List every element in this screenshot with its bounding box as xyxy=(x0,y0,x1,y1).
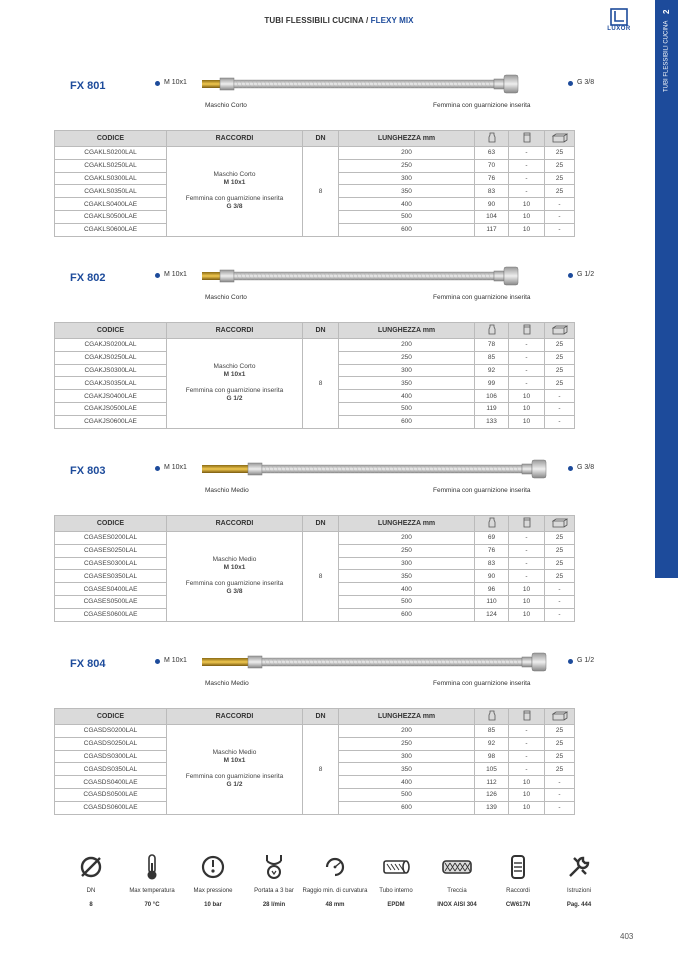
cell-lunghezza: 200 xyxy=(339,339,475,352)
cell-lunghezza: 350 xyxy=(339,185,475,198)
cell-qty-box: - xyxy=(545,402,575,415)
cell-qty-bag: - xyxy=(509,544,545,557)
feature-value: 28 l/min xyxy=(262,902,286,908)
packaging-single-icon xyxy=(475,323,509,339)
col-header-dn: DN xyxy=(303,709,339,725)
feature-item xyxy=(361,852,431,908)
cell-lunghezza: 400 xyxy=(339,198,475,211)
cell-qty-box: 25 xyxy=(545,147,575,160)
cell-qty-single: 124 xyxy=(475,608,509,621)
bullet-icon xyxy=(568,81,573,86)
table-row xyxy=(55,532,575,545)
cell-qty-box: - xyxy=(545,801,575,814)
cell-qty-single: 78 xyxy=(475,339,509,352)
cell-lunghezza: 350 xyxy=(339,570,475,583)
feature-value: Pag. 444 xyxy=(566,902,592,908)
col-header-codice: CODICE xyxy=(55,709,167,725)
cell-qty-bag: - xyxy=(509,570,545,583)
packaging-bag-icon xyxy=(509,709,545,725)
cell-qty-box: - xyxy=(545,788,575,801)
cell-codice: CGASES0250LAL xyxy=(55,544,167,557)
packaging-single-icon xyxy=(475,131,509,147)
cell-qty-single: 83 xyxy=(475,185,509,198)
bullet-icon xyxy=(568,659,573,664)
cell-codice: CGASDS0350LAL xyxy=(55,763,167,776)
cell-qty-bag: - xyxy=(509,377,545,390)
cell-qty-bag: - xyxy=(509,147,545,160)
feature-item xyxy=(178,852,248,908)
right-thread-label: G 1/2 xyxy=(577,271,595,278)
logo-mark-icon xyxy=(610,8,628,26)
cell-qty-box: - xyxy=(545,415,575,428)
cell-lunghezza: 300 xyxy=(339,750,475,763)
feature-item xyxy=(117,852,187,908)
left-thread-label: M 10x1 xyxy=(164,657,187,664)
cell-qty-box: 25 xyxy=(545,737,575,750)
cell-codice: CGAKJS0300LAL xyxy=(55,364,167,377)
cell-lunghezza: 600 xyxy=(339,223,475,236)
cell-qty-box: - xyxy=(545,583,575,596)
brand-logo xyxy=(601,8,637,32)
cell-codice: CGAKLS0600LAE xyxy=(55,223,167,236)
cell-qty-single: 90 xyxy=(475,570,509,583)
cell-qty-bag: 10 xyxy=(509,583,545,596)
cell-codice: CGAKJS0350LAL xyxy=(55,377,167,390)
cell-qty-single: 110 xyxy=(475,595,509,608)
feature-label: Treccia xyxy=(447,888,467,894)
hose-image xyxy=(200,74,550,94)
feature-label: Tubo interno xyxy=(379,888,413,894)
right-thread-label: G 3/8 xyxy=(577,79,595,86)
product-code: FX 804 xyxy=(70,658,106,670)
packaging-single-icon xyxy=(475,709,509,725)
cell-lunghezza: 400 xyxy=(339,583,475,596)
hose-image xyxy=(200,459,550,479)
cell-qty-bag: 10 xyxy=(509,776,545,789)
cell-lunghezza: 250 xyxy=(339,544,475,557)
cell-qty-bag: - xyxy=(509,725,545,738)
feature-item xyxy=(239,852,309,908)
cell-qty-single: 99 xyxy=(475,377,509,390)
cell-qty-box: - xyxy=(545,198,575,211)
cell-qty-box: 25 xyxy=(545,185,575,198)
feature-label: Max temperatura xyxy=(129,888,175,894)
cell-qty-box: 25 xyxy=(545,532,575,545)
cell-codice: CGAKJS0200LAL xyxy=(55,339,167,352)
feature-label: Raccordi xyxy=(506,888,530,894)
inner-tube-icon xyxy=(361,852,431,882)
cell-qty-bag: - xyxy=(509,763,545,776)
col-header-raccordi: RACCORDI xyxy=(167,323,303,339)
cell-qty-single: 90 xyxy=(475,198,509,211)
spec-table xyxy=(54,708,575,815)
col-header-codice: CODICE xyxy=(55,323,167,339)
cell-lunghezza: 250 xyxy=(339,351,475,364)
left-fitting-caption: Maschio Corto xyxy=(205,102,247,109)
col-header-dn: DN xyxy=(303,323,339,339)
cell-codice: CGASDS0400LAE xyxy=(55,776,167,789)
cell-qty-single: 63 xyxy=(475,147,509,160)
cell-qty-single: 69 xyxy=(475,532,509,545)
cell-qty-bag: 10 xyxy=(509,595,545,608)
col-header-lunghezza: LUNGHEZZA mm xyxy=(339,516,475,532)
cell-qty-box: 25 xyxy=(545,364,575,377)
col-header-codice: CODICE xyxy=(55,131,167,147)
cell-qty-box: - xyxy=(545,595,575,608)
instructions-icon xyxy=(544,852,614,882)
cell-codice: CGASDS0500LAE xyxy=(55,788,167,801)
left-thread-label: M 10x1 xyxy=(164,271,187,278)
cell-qty-box: 25 xyxy=(545,351,575,364)
cell-qty-box: - xyxy=(545,390,575,403)
cell-qty-single: 85 xyxy=(475,725,509,738)
cell-qty-bag: - xyxy=(509,532,545,545)
cell-lunghezza: 500 xyxy=(339,402,475,415)
cell-qty-single: 104 xyxy=(475,210,509,223)
cell-codice: CGASES0200LAL xyxy=(55,532,167,545)
right-fitting-caption: Femmina con guarnizione inserita xyxy=(433,487,531,494)
cell-qty-box: 25 xyxy=(545,544,575,557)
cell-qty-bag: - xyxy=(509,737,545,750)
cell-qty-single: 85 xyxy=(475,351,509,364)
feature-item xyxy=(544,852,614,908)
col-header-lunghezza: LUNGHEZZA mm xyxy=(339,323,475,339)
cell-qty-box: 25 xyxy=(545,725,575,738)
cell-qty-bag: 10 xyxy=(509,801,545,814)
feature-item xyxy=(56,852,126,908)
col-header-raccordi: RACCORDI xyxy=(167,516,303,532)
product-code: FX 803 xyxy=(70,465,106,477)
section-side-tab xyxy=(655,0,678,578)
cell-qty-box: 25 xyxy=(545,750,575,763)
page-title: TUBI FLESSIBILI CUCINA / FLEXY MIX xyxy=(264,16,414,25)
bullet-icon xyxy=(155,466,160,471)
feature-value: EPDM xyxy=(387,902,405,908)
pressure-gauge-icon xyxy=(178,852,248,882)
cell-qty-bag: - xyxy=(509,172,545,185)
cell-qty-bag: - xyxy=(509,159,545,172)
feature-value: INOX AISI 304 xyxy=(437,902,477,908)
cell-codice: CGAKLS0200LAL xyxy=(55,147,167,160)
col-header-raccordi: RACCORDI xyxy=(167,709,303,725)
feature-item xyxy=(300,852,370,908)
bullet-icon xyxy=(155,273,160,278)
cell-qty-single: 112 xyxy=(475,776,509,789)
cell-lunghezza: 300 xyxy=(339,364,475,377)
cell-qty-bag: 10 xyxy=(509,415,545,428)
cell-lunghezza: 600 xyxy=(339,801,475,814)
cell-qty-box: - xyxy=(545,223,575,236)
bullet-icon xyxy=(155,659,160,664)
feature-value: 48 mm xyxy=(325,902,345,908)
packaging-bag-icon xyxy=(509,516,545,532)
cell-qty-bag: - xyxy=(509,339,545,352)
cell-lunghezza: 250 xyxy=(339,159,475,172)
cell-qty-single: 76 xyxy=(475,172,509,185)
flow-icon xyxy=(239,852,309,882)
cell-qty-single: 133 xyxy=(475,415,509,428)
cell-qty-single: 105 xyxy=(475,763,509,776)
cell-qty-single: 83 xyxy=(475,557,509,570)
cell-codice: CGAKJS0400LAE xyxy=(55,390,167,403)
braid-icon xyxy=(422,852,492,882)
cell-qty-bag: - xyxy=(509,557,545,570)
left-fitting-caption: Maschio Medio xyxy=(205,680,249,687)
bullet-icon xyxy=(568,273,573,278)
left-fitting-caption: Maschio Medio xyxy=(205,487,249,494)
cell-qty-single: 126 xyxy=(475,788,509,801)
cell-qty-box: 25 xyxy=(545,763,575,776)
left-thread-label: M 10x1 xyxy=(164,464,187,471)
cell-qty-box: 25 xyxy=(545,339,575,352)
page-number: 403 xyxy=(620,932,634,941)
cell-qty-box: 25 xyxy=(545,557,575,570)
cell-lunghezza: 500 xyxy=(339,595,475,608)
cell-qty-single: 96 xyxy=(475,583,509,596)
feature-value: 8 xyxy=(89,902,93,908)
cell-lunghezza: 350 xyxy=(339,763,475,776)
hose-image xyxy=(200,266,550,286)
feature-value: 70 °C xyxy=(144,902,160,908)
col-header-raccordi: RACCORDI xyxy=(167,131,303,147)
cell-lunghezza: 200 xyxy=(339,532,475,545)
table-row xyxy=(55,725,575,738)
hose-image xyxy=(200,652,550,672)
packaging-box-icon xyxy=(545,516,575,532)
table-header-row xyxy=(55,709,575,725)
table-row xyxy=(55,339,575,352)
cell-qty-bag: 10 xyxy=(509,223,545,236)
cell-codice: CGAKLS0300LAL xyxy=(55,172,167,185)
cell-codice: CGASES0600LAE xyxy=(55,608,167,621)
cell-lunghezza: 500 xyxy=(339,788,475,801)
cell-qty-box: - xyxy=(545,608,575,621)
table-row xyxy=(55,147,575,160)
cell-codice: CGAKLS0350LAL xyxy=(55,185,167,198)
cell-raccordi: Maschio Corto M 10x1 Femmina con guarnizione inserita G 3/8 xyxy=(167,147,303,237)
cell-qty-box: 25 xyxy=(545,172,575,185)
right-thread-label: G 3/8 xyxy=(577,464,595,471)
cell-qty-bag: 10 xyxy=(509,198,545,211)
cell-qty-single: 92 xyxy=(475,364,509,377)
thermometer-icon xyxy=(117,852,187,882)
cell-qty-single: 139 xyxy=(475,801,509,814)
cell-codice: CGASDS0200LAL xyxy=(55,725,167,738)
cell-codice: CGASDS0600LAE xyxy=(55,801,167,814)
cell-codice: CGASES0350LAL xyxy=(55,570,167,583)
bullet-icon xyxy=(155,81,160,86)
cell-codice: CGAKLS0400LAE xyxy=(55,198,167,211)
cell-qty-bag: 10 xyxy=(509,402,545,415)
cell-qty-bag: 10 xyxy=(509,608,545,621)
cell-lunghezza: 500 xyxy=(339,210,475,223)
cell-qty-box: - xyxy=(545,776,575,789)
feature-label: DN xyxy=(86,888,96,894)
side-tab-number: 2 xyxy=(662,10,671,15)
table-header-row xyxy=(55,131,575,147)
cell-lunghezza: 200 xyxy=(339,725,475,738)
cell-qty-bag: 10 xyxy=(509,390,545,403)
spec-table xyxy=(54,322,575,429)
cell-qty-single: 117 xyxy=(475,223,509,236)
packaging-box-icon xyxy=(545,709,575,725)
right-fitting-caption: Femmina con guarnizione inserita xyxy=(433,294,531,301)
cell-qty-single: 106 xyxy=(475,390,509,403)
cell-codice: CGASDS0300LAL xyxy=(55,750,167,763)
cell-lunghezza: 400 xyxy=(339,776,475,789)
packaging-box-icon xyxy=(545,131,575,147)
cell-qty-single: 92 xyxy=(475,737,509,750)
bend-radius-icon xyxy=(300,852,370,882)
cell-qty-bag: - xyxy=(509,750,545,763)
cell-lunghezza: 200 xyxy=(339,147,475,160)
col-header-codice: CODICE xyxy=(55,516,167,532)
cell-qty-box: 25 xyxy=(545,159,575,172)
cell-codice: CGAKJS0600LAE xyxy=(55,415,167,428)
left-fitting-caption: Maschio Corto xyxy=(205,294,247,301)
cell-qty-single: 119 xyxy=(475,402,509,415)
feature-item xyxy=(483,852,553,908)
cell-dn: 8 xyxy=(303,339,339,429)
cell-codice: CGAKJS0500LAE xyxy=(55,402,167,415)
cell-lunghezza: 600 xyxy=(339,608,475,621)
cell-codice: CGAKLS0500LAE xyxy=(55,210,167,223)
spec-table xyxy=(54,515,575,622)
cell-codice: CGASES0400LAE xyxy=(55,583,167,596)
cell-qty-bag: - xyxy=(509,351,545,364)
packaging-single-icon xyxy=(475,516,509,532)
cell-codice: CGASDS0250LAL xyxy=(55,737,167,750)
feature-item xyxy=(422,852,492,908)
cell-lunghezza: 600 xyxy=(339,415,475,428)
right-fitting-caption: Femmina con guarnizione inserita xyxy=(433,102,531,109)
feature-label: Istruzioni xyxy=(566,888,591,894)
col-header-lunghezza: LUNGHEZZA mm xyxy=(339,709,475,725)
cell-qty-bag: 10 xyxy=(509,788,545,801)
cell-dn: 8 xyxy=(303,532,339,622)
cell-codice: CGAKJS0250LAL xyxy=(55,351,167,364)
cell-lunghezza: 400 xyxy=(339,390,475,403)
cell-lunghezza: 250 xyxy=(339,737,475,750)
feature-value: 10 bar xyxy=(204,902,222,908)
cell-qty-single: 98 xyxy=(475,750,509,763)
product-code: FX 802 xyxy=(70,272,106,284)
cell-lunghezza: 300 xyxy=(339,557,475,570)
cell-lunghezza: 300 xyxy=(339,172,475,185)
cell-qty-single: 70 xyxy=(475,159,509,172)
feature-label: Raggio min. di curvatura xyxy=(302,888,368,894)
cell-raccordi: Maschio Medio M 10x1 Femmina con guarnizione inserita G 1/2 xyxy=(167,725,303,815)
feature-value: CW617N xyxy=(505,902,531,908)
cell-qty-bag: - xyxy=(509,364,545,377)
diameter-icon xyxy=(56,852,126,882)
cell-lunghezza: 350 xyxy=(339,377,475,390)
col-header-dn: DN xyxy=(303,516,339,532)
bullet-icon xyxy=(568,466,573,471)
right-thread-label: G 1/2 xyxy=(577,657,595,664)
cell-dn: 8 xyxy=(303,147,339,237)
fitting-icon xyxy=(483,852,553,882)
cell-raccordi: Maschio Corto M 10x1 Femmina con guarnizione inserita G 1/2 xyxy=(167,339,303,429)
right-fitting-caption: Femmina con guarnizione inserita xyxy=(433,680,531,687)
side-tab-label: TUBI FLESSIBILI CUCINA xyxy=(663,20,670,92)
packaging-box-icon xyxy=(545,323,575,339)
cell-dn: 8 xyxy=(303,725,339,815)
col-header-dn: DN xyxy=(303,131,339,147)
logo-text: LUXOR xyxy=(607,26,631,32)
cell-qty-box: - xyxy=(545,210,575,223)
product-code: FX 801 xyxy=(70,80,106,92)
feature-label: Max pressione xyxy=(193,888,233,894)
cell-qty-box: 25 xyxy=(545,377,575,390)
spec-table xyxy=(54,130,575,237)
feature-label: Portata a 3 bar xyxy=(254,888,294,894)
left-thread-label: M 10x1 xyxy=(164,79,187,86)
packaging-bag-icon xyxy=(509,131,545,147)
table-header-row xyxy=(55,323,575,339)
cell-qty-bag: - xyxy=(509,185,545,198)
packaging-bag-icon xyxy=(509,323,545,339)
cell-codice: CGASES0500LAE xyxy=(55,595,167,608)
cell-qty-bag: 10 xyxy=(509,210,545,223)
cell-qty-box: 25 xyxy=(545,570,575,583)
cell-codice: CGAKLS0250LAL xyxy=(55,159,167,172)
table-header-row xyxy=(55,516,575,532)
cell-raccordi: Maschio Medio M 10x1 Femmina con guarnizione inserita G 3/8 xyxy=(167,532,303,622)
cell-qty-single: 76 xyxy=(475,544,509,557)
cell-codice: CGASES0300LAL xyxy=(55,557,167,570)
col-header-lunghezza: LUNGHEZZA mm xyxy=(339,131,475,147)
